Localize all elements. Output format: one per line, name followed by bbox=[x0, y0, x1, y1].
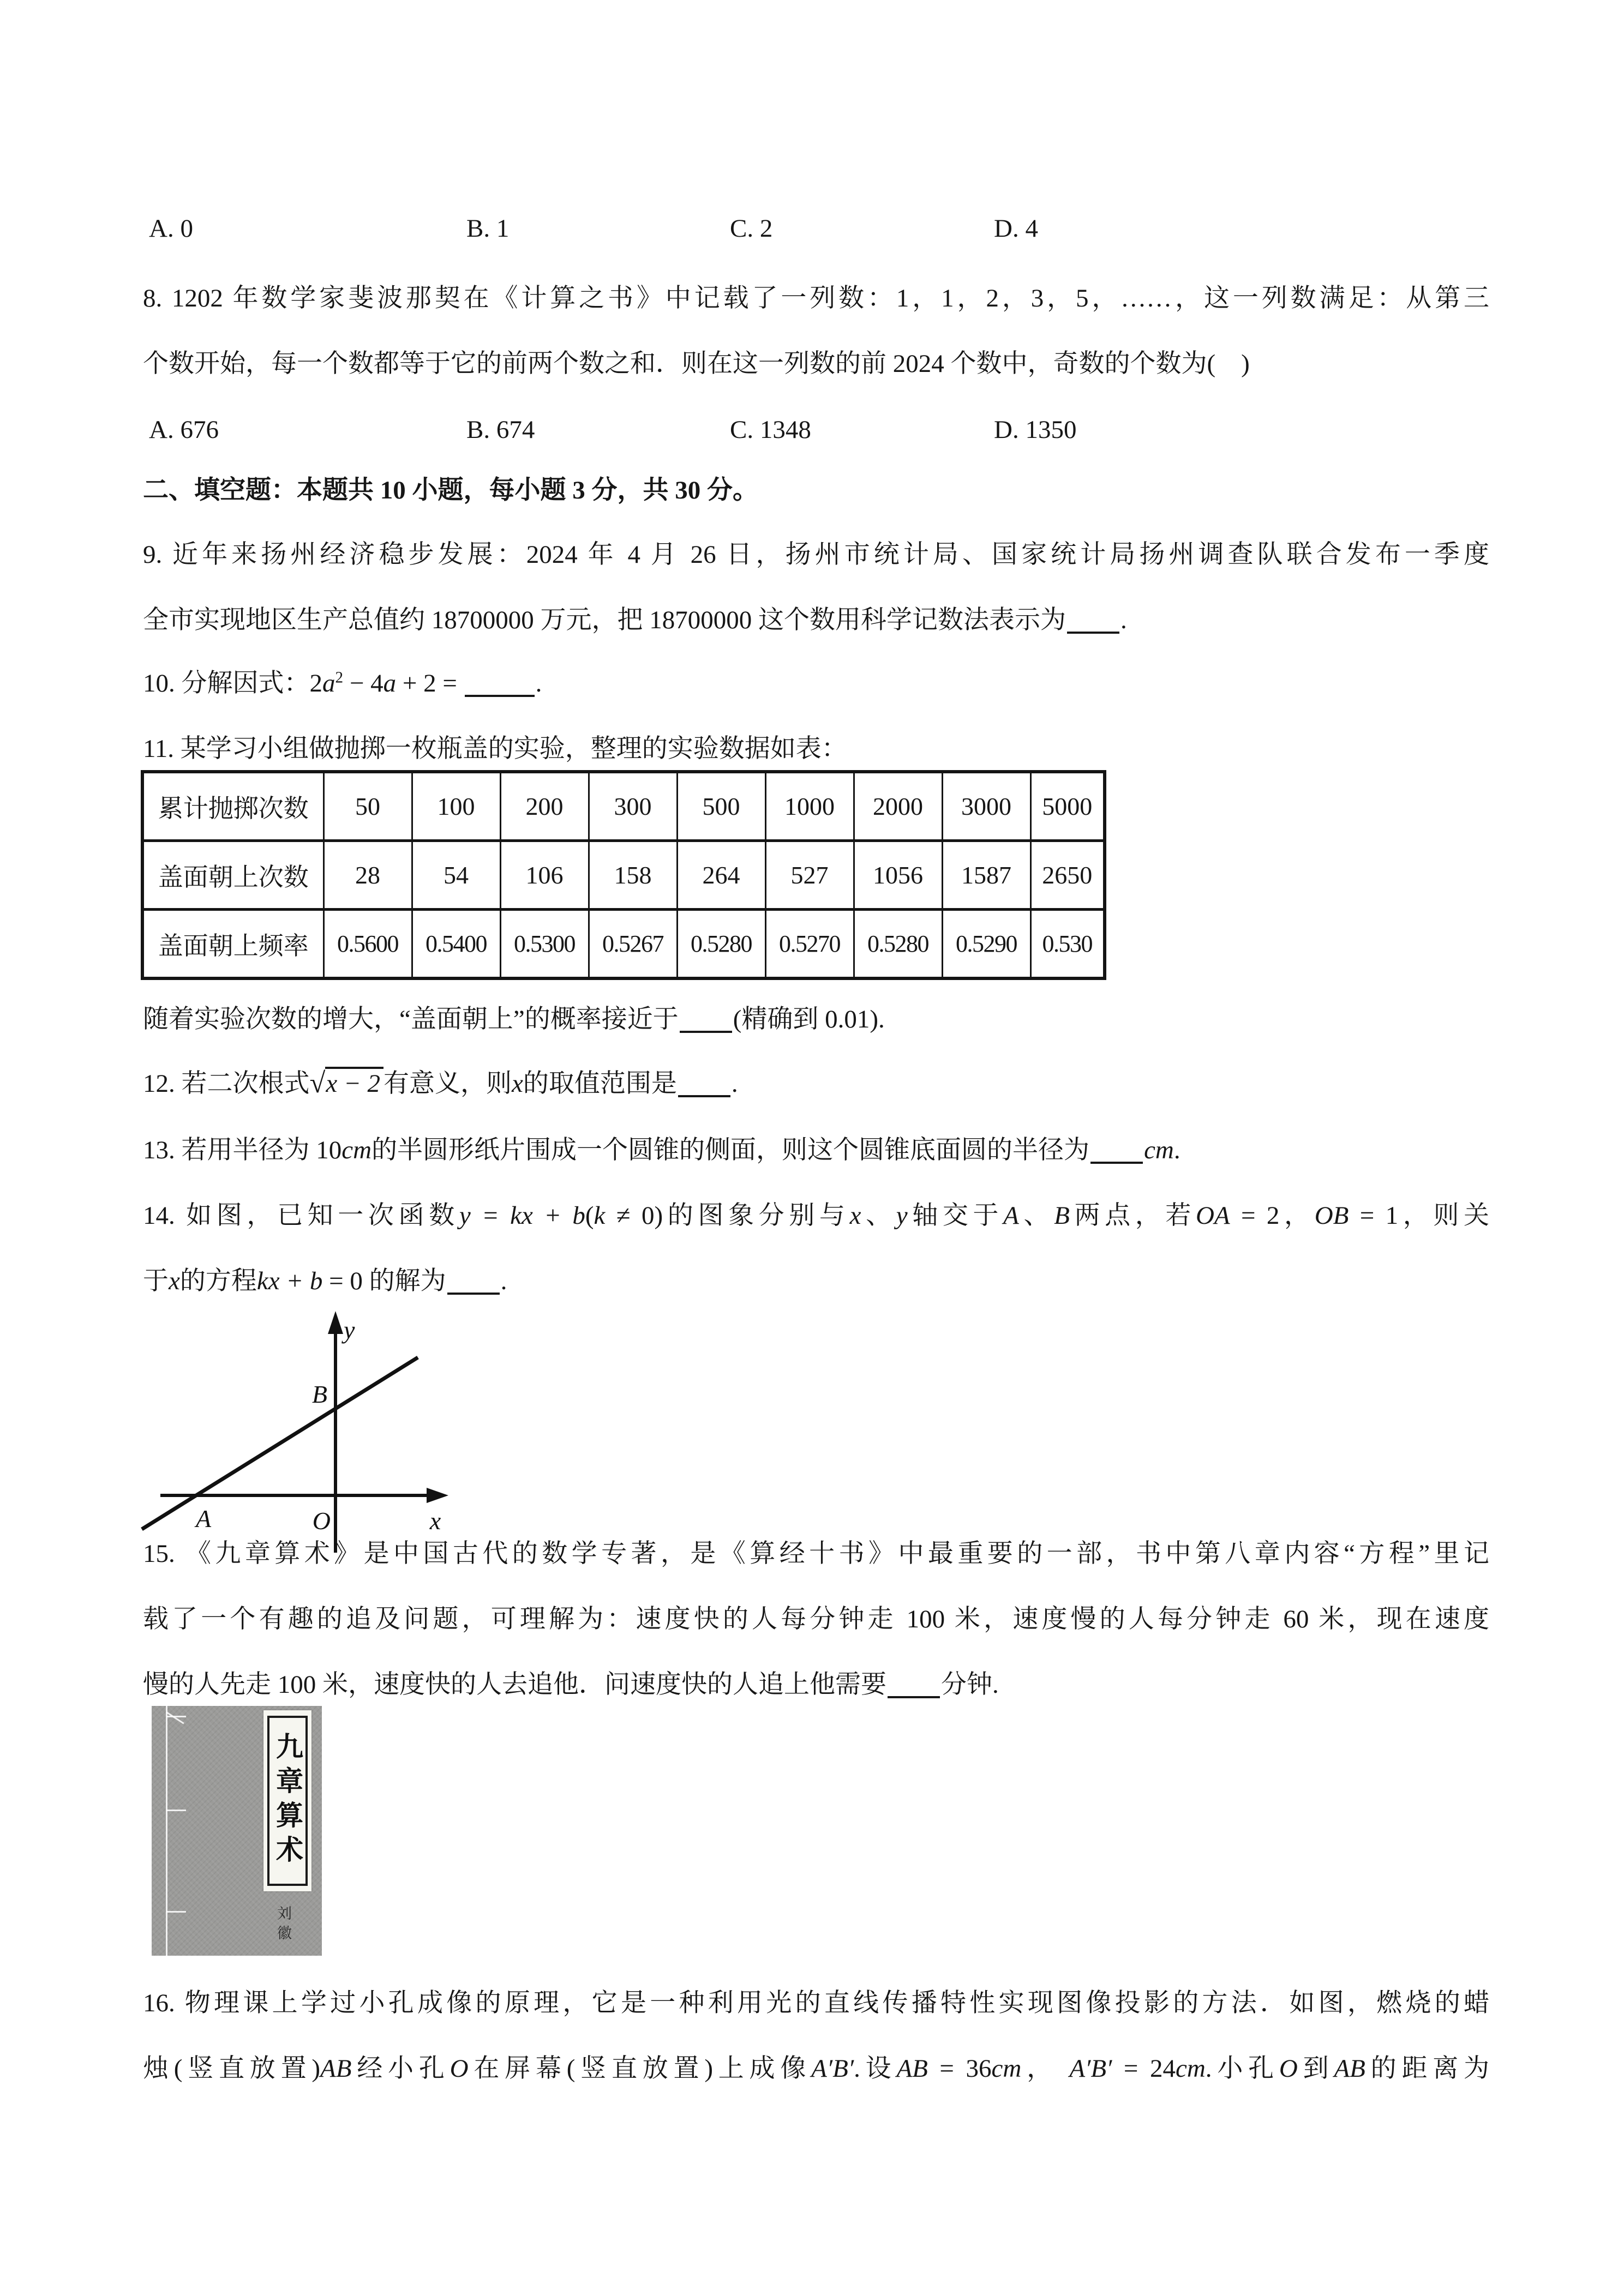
question-16-text: .设 bbox=[854, 2054, 897, 2083]
paren: ( bbox=[585, 1201, 594, 1230]
table-row bbox=[142, 841, 1105, 910]
question-9-text: 全市实现地区生产总值约 18700000 万元，把 18700000 这个数用科学记数法表示为 bbox=[143, 606, 1066, 634]
question-12-text: 12. 若二次根式 bbox=[143, 1069, 310, 1098]
math-expression: y = kx + b bbox=[459, 1201, 585, 1230]
table-cell: 106 bbox=[500, 841, 589, 910]
question-15-line-2: 载了一个有趣的追及问题，可理解为：速度快的人每分钟走 100 米，速度慢的人每分钟走 60 米，现在速度 bbox=[143, 1605, 1489, 1633]
book-author: 刘徽 bbox=[275, 1906, 291, 1945]
math-variable: x bbox=[849, 1201, 861, 1230]
note-text: 随着实验次数的增大，“盖面朝上”的概率接近于 bbox=[143, 1005, 679, 1033]
math-term: + 2 = bbox=[396, 669, 464, 698]
question-13-line bbox=[143, 1133, 1489, 1167]
table-cell: 2650 bbox=[1030, 841, 1105, 910]
period: . bbox=[500, 1267, 507, 1295]
table-cell: 300 bbox=[589, 772, 677, 841]
option-a: A. 0 bbox=[149, 214, 193, 243]
question-12-text: 有意义，则 bbox=[383, 1069, 512, 1098]
table-cell: 0.5600 bbox=[323, 910, 412, 979]
math-unit: cm bbox=[991, 2054, 1022, 2083]
math-coefficient: 2 bbox=[309, 669, 322, 698]
table-cell: 0.5280 bbox=[677, 910, 765, 979]
function-line bbox=[142, 1357, 418, 1529]
question-14-text: 的方程 bbox=[179, 1267, 257, 1295]
table-cell: 264 bbox=[677, 841, 765, 910]
table-cell: 500 bbox=[677, 772, 765, 841]
experiment-table bbox=[141, 770, 1106, 980]
question-16-text: .小孔 bbox=[1205, 2054, 1279, 2083]
question-14-text: 于 bbox=[143, 1267, 169, 1295]
point-a-label: A bbox=[195, 1505, 212, 1532]
math-point: A bbox=[1003, 1201, 1019, 1230]
table-cell: 158 bbox=[589, 841, 677, 910]
math-value: = 24 bbox=[1112, 2054, 1176, 2083]
table-cell: 0.5400 bbox=[412, 910, 500, 979]
period: . bbox=[731, 1069, 738, 1098]
question-10-line bbox=[143, 666, 1489, 700]
question-14-text: 的图象分别与 bbox=[663, 1201, 850, 1230]
question-16-text: 烛(竖直放置) bbox=[143, 2054, 321, 2083]
math-segment: A′B′ bbox=[811, 2054, 854, 2083]
table-cell: 100 bbox=[412, 772, 500, 841]
answer-blank bbox=[888, 1670, 940, 1698]
note-precision: (精确到 0.01). bbox=[733, 1005, 885, 1033]
book-binding-stitch bbox=[166, 1810, 186, 1811]
book-binding-line bbox=[166, 1706, 167, 1956]
option-c: C. 2 bbox=[730, 214, 773, 243]
row-header: 盖面朝上频率 bbox=[142, 910, 323, 979]
book-binding-stitch bbox=[166, 1711, 184, 1724]
question-16-text: ， bbox=[1021, 2054, 1070, 2083]
question-16-text: 的距离为 bbox=[1365, 2054, 1490, 2083]
math-variable: a bbox=[322, 669, 335, 698]
question-14-text: 、 bbox=[1018, 1201, 1054, 1230]
table-cell: 1056 bbox=[854, 841, 942, 910]
table-cell: 1587 bbox=[942, 841, 1030, 910]
period: . bbox=[1173, 1136, 1180, 1164]
row-header: 累计抛掷次数 bbox=[142, 772, 323, 841]
answer-blank bbox=[465, 669, 535, 697]
option-c: C. 1348 bbox=[730, 416, 811, 444]
question-14-text: 轴交于 bbox=[907, 1201, 1004, 1230]
math-segment: A′B′ bbox=[1069, 2054, 1112, 2083]
math-unit: cm bbox=[1175, 2054, 1206, 2083]
math-point: O bbox=[1279, 2054, 1298, 2083]
math-term: − 4 bbox=[343, 669, 383, 698]
question-14-text: = 2， bbox=[1230, 1201, 1315, 1230]
option-d: D. 1350 bbox=[994, 416, 1077, 444]
table-cell: 2000 bbox=[854, 772, 942, 841]
math-segment: AB bbox=[1334, 2054, 1365, 2083]
table-cell: 527 bbox=[765, 841, 854, 910]
option-d: D. 4 bbox=[994, 214, 1038, 243]
table-cell: 50 bbox=[323, 772, 412, 841]
answer-blank bbox=[1090, 1136, 1143, 1164]
question-13-text: 的半圆形纸片围成一个圆锥的侧面，则这个圆锥底面圆的半径为 bbox=[371, 1136, 1090, 1164]
question-13-text: 13. 若用半径为 10 bbox=[143, 1136, 342, 1164]
book-title-frame bbox=[267, 1716, 308, 1886]
table-cell: 54 bbox=[412, 841, 500, 910]
math-variable: x bbox=[169, 1267, 180, 1295]
math-variable: x bbox=[511, 1069, 523, 1098]
question-15-text: 慢的人先走 100 米，速度快的人去追他．问速度快的人追上他需要 bbox=[143, 1670, 886, 1699]
point-b-label: B bbox=[311, 1380, 327, 1408]
question-16-line-2 bbox=[143, 2052, 1489, 2085]
table-cell: 0.5270 bbox=[765, 910, 854, 979]
question-16-text: 经小孔 bbox=[351, 2054, 450, 2083]
book-binding-stitch bbox=[166, 1911, 186, 1913]
question-8-line-1: 8. 1202 年数学家斐波那契在《计算之书》中记载了一列数：1，1，2，3，5，……，这一列数满足：从第三 bbox=[143, 284, 1489, 312]
question-12-text: 的取值范围是 bbox=[523, 1069, 677, 1098]
question-8-line-2: 个数开始，每一个数都等于它的前两个数之和．则在这一列数的前 2024 个数中，奇数的个数为( ) bbox=[143, 350, 1250, 378]
option-b: B. 674 bbox=[466, 416, 535, 444]
linear-function-graph bbox=[130, 1305, 452, 1561]
math-variable: a bbox=[383, 669, 397, 698]
row-header: 盖面朝上次数 bbox=[142, 841, 323, 910]
radical-sign: √ bbox=[309, 1067, 326, 1099]
question-16-text: 在屏幕(竖直放置)上成像 bbox=[468, 2054, 812, 2083]
x-axis-arrow-icon bbox=[427, 1488, 448, 1503]
question-14-text: 14. 如图，已知一次函数 bbox=[143, 1201, 459, 1230]
option-b: B. 1 bbox=[466, 214, 510, 243]
answer-blank bbox=[680, 1005, 732, 1033]
period: . bbox=[535, 669, 542, 698]
y-axis-label: y bbox=[344, 1316, 355, 1344]
book-title: 九章算术 bbox=[272, 1732, 303, 1870]
math-segment: AB bbox=[896, 2054, 928, 2083]
x-axis-label: x bbox=[429, 1507, 441, 1535]
math-segment: AB bbox=[320, 2054, 352, 2083]
answer-blank bbox=[1067, 606, 1119, 634]
book-cover-image bbox=[152, 1706, 322, 1956]
question-10-text: 10. 分解因式： bbox=[143, 669, 310, 698]
book-title-label bbox=[263, 1710, 311, 1891]
math-expression: kx + b bbox=[256, 1267, 323, 1295]
math-segment: OB bbox=[1314, 1201, 1349, 1230]
period: . bbox=[1120, 606, 1127, 634]
table-cell: 0.5280 bbox=[854, 910, 942, 979]
question-14-text: = 1，则关 bbox=[1349, 1201, 1490, 1230]
question-14-text: 两点，若 bbox=[1069, 1201, 1196, 1230]
question-15-text: 分钟. bbox=[941, 1670, 999, 1699]
origin-label: O bbox=[312, 1507, 331, 1535]
table-cell: 200 bbox=[500, 772, 589, 841]
math-variable: y bbox=[896, 1201, 908, 1230]
math-value: = 36 bbox=[927, 2054, 992, 2083]
question-14-text: = 0 的解为 bbox=[322, 1267, 446, 1295]
math-point: O bbox=[450, 2054, 469, 2083]
paren: ≠ 0) bbox=[605, 1201, 663, 1230]
math-unit: cm bbox=[341, 1136, 372, 1164]
math-segment: OA bbox=[1195, 1201, 1230, 1230]
math-point: B bbox=[1054, 1201, 1070, 1230]
table-cell: 0.5300 bbox=[500, 910, 589, 979]
question-15-line-1: 15. 《九章算术》是中国古代的数学专著，是《算经十书》中最重要的一部，书中第八章内容“方程”里记 bbox=[143, 1540, 1489, 1568]
radicand: x − 2 bbox=[325, 1067, 383, 1098]
question-14-line-1 bbox=[143, 1199, 1489, 1233]
question-14-line-2 bbox=[143, 1264, 1489, 1298]
question-16-line-1: 16. 物理课上学过小孔成像的原理，它是一种利用光的直线传播特性实现图像投影的方法．如图，燃烧的蜡 bbox=[143, 1989, 1489, 2017]
question-11-line: 11. 某学习小组做抛掷一枚瓶盖的实验，整理的实验数据如表： bbox=[143, 735, 847, 763]
answer-blank bbox=[447, 1267, 500, 1295]
question-12-line bbox=[143, 1066, 1489, 1101]
question-16-text: 到 bbox=[1297, 2054, 1334, 2083]
question-14-text: 、 bbox=[861, 1201, 896, 1230]
table-cell: 0.530 bbox=[1030, 910, 1105, 979]
table-row bbox=[142, 910, 1105, 979]
book-binding-stitch bbox=[166, 1716, 186, 1717]
table-cell: 0.5267 bbox=[589, 910, 677, 979]
math-variable: k bbox=[594, 1201, 606, 1230]
option-a: A. 676 bbox=[149, 416, 219, 444]
question-9-line-1: 9. 近年来扬州经济稳步发展：2024 年 4 月 26 日，扬州市统计局、国家统计局扬州调查队联合发布一季度 bbox=[143, 540, 1489, 569]
table-row bbox=[142, 772, 1105, 841]
question-11-note bbox=[143, 1002, 1489, 1036]
question-9-line-2 bbox=[143, 603, 1489, 637]
y-axis-arrow-icon bbox=[328, 1311, 343, 1334]
math-unit: cm bbox=[1144, 1136, 1174, 1164]
table-cell: 28 bbox=[323, 841, 412, 910]
table-cell: 1000 bbox=[765, 772, 854, 841]
table-cell: 3000 bbox=[942, 772, 1030, 841]
table-cell: 0.5290 bbox=[942, 910, 1030, 979]
math-exponent: 2 bbox=[335, 669, 344, 687]
answer-blank bbox=[678, 1069, 730, 1097]
table-cell: 5000 bbox=[1030, 772, 1105, 841]
question-15-line-3 bbox=[143, 1668, 1489, 1702]
section-2-header: 二、填空题：本题共 10 小题，每小题 3 分，共 30 分。 bbox=[143, 476, 758, 504]
